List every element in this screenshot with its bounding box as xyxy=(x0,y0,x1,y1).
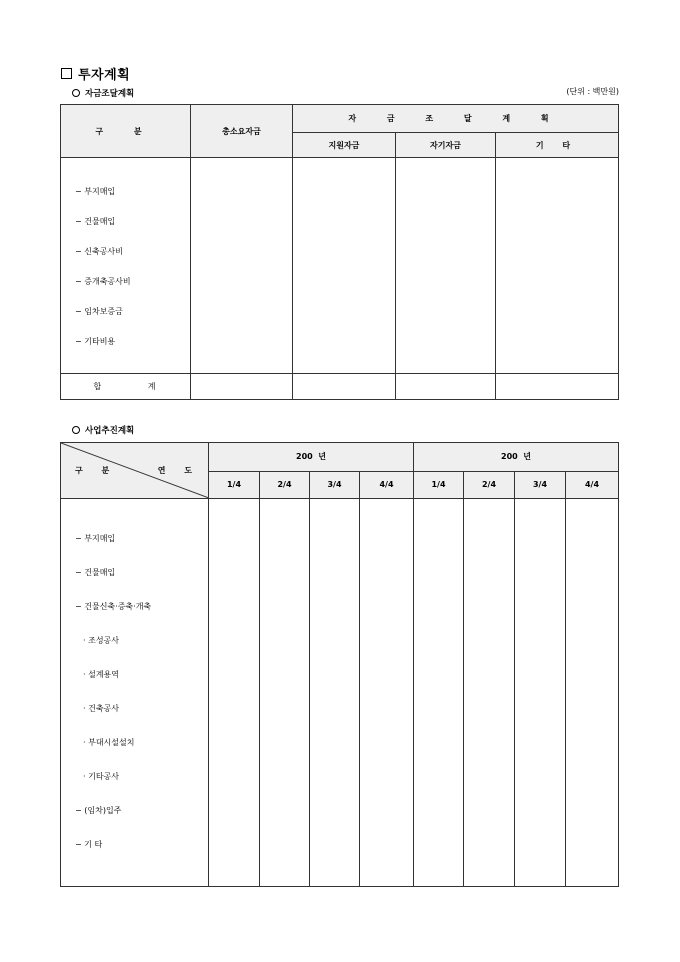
diagonal-header xyxy=(61,443,209,499)
year-header-2: 200 년 xyxy=(414,443,619,472)
diag-label-year: 연 도 xyxy=(157,466,200,475)
quarter-header: 4/4 xyxy=(360,471,414,499)
schedule-cell[interactable] xyxy=(566,499,619,887)
circle-bullet-icon xyxy=(72,89,80,97)
schedule-cell[interactable] xyxy=(209,499,260,887)
total-label: 합 계 xyxy=(61,374,191,400)
list-item: · 기타공사 xyxy=(83,771,119,781)
year-header-1: 200 년 xyxy=(209,443,414,472)
funding-section-title xyxy=(72,87,134,99)
schedule-section-title-text: 사업추진계획 xyxy=(85,426,135,436)
quarter-header: 2/4 xyxy=(260,471,310,499)
list-item: − 건물신축·증축·개축 xyxy=(75,601,152,611)
list-item: · 건축공사 xyxy=(83,703,119,713)
header-total-required: 총소요자금 xyxy=(191,105,293,158)
funding-table xyxy=(60,104,619,400)
list-item: − 부지매입 xyxy=(75,533,116,543)
page-title-text: 투자계획 xyxy=(78,68,131,83)
quarter-header: 3/4 xyxy=(515,471,566,499)
support-fund-cell[interactable] xyxy=(293,158,396,374)
schedule-cell[interactable] xyxy=(414,499,464,887)
other-fund-cell[interactable] xyxy=(496,158,619,374)
unit-note: (단위 : 백만원) xyxy=(566,87,619,96)
total-required-cell[interactable] xyxy=(191,158,293,374)
list-item: − 건물매입 xyxy=(75,216,116,226)
list-item: · 부대시설설치 xyxy=(83,737,135,747)
page-title xyxy=(61,64,130,83)
header-other: 기 타 xyxy=(496,133,619,158)
schedule-cell[interactable] xyxy=(464,499,515,887)
quarter-header: 1/4 xyxy=(414,471,464,499)
header-category: 구 분 xyxy=(61,105,191,158)
header-support-fund: 지원자금 xyxy=(293,133,396,158)
schedule-cell[interactable] xyxy=(310,499,360,887)
circle-bullet-icon xyxy=(72,426,80,434)
quarter-header: 3/4 xyxy=(310,471,360,499)
list-item: − 증개축공사비 xyxy=(75,276,131,286)
schedule-cell[interactable] xyxy=(260,499,310,887)
header-funding-plan: 자 금 조 달 계 획 xyxy=(293,105,619,133)
support-fund-sum-cell[interactable] xyxy=(293,374,396,400)
other-fund-sum-cell[interactable] xyxy=(496,374,619,400)
diag-label-category: 구 분 xyxy=(75,466,118,475)
schedule-cell[interactable] xyxy=(515,499,566,887)
list-item: − 임차보증금 xyxy=(75,306,123,316)
schedule-cell[interactable] xyxy=(360,499,414,887)
list-item: − 신축공사비 xyxy=(75,246,123,256)
list-item: − 부지매입 xyxy=(75,186,116,196)
header-own-fund: 자기자금 xyxy=(396,133,496,158)
quarter-header: 1/4 xyxy=(209,471,260,499)
schedule-section-title xyxy=(72,424,134,436)
list-item: − 기 타 xyxy=(75,839,103,849)
list-item: − 건물매입 xyxy=(75,567,116,577)
funding-section-title-text: 자금조달계획 xyxy=(85,89,135,99)
list-item: − (임차)입주 xyxy=(75,805,122,815)
schedule-items-cell xyxy=(61,499,209,887)
schedule-table xyxy=(60,442,619,887)
quarter-header: 2/4 xyxy=(464,471,515,499)
list-item: · 설계용역 xyxy=(83,669,119,679)
funding-items-cell xyxy=(61,158,191,374)
own-fund-cell[interactable] xyxy=(396,158,496,374)
checkbox-square-icon xyxy=(61,68,72,79)
own-fund-sum-cell[interactable] xyxy=(396,374,496,400)
list-item: · 조성공사 xyxy=(83,635,119,645)
total-required-sum-cell[interactable] xyxy=(191,374,293,400)
list-item: − 기타비용 xyxy=(75,336,116,346)
quarter-header: 4/4 xyxy=(566,471,619,499)
